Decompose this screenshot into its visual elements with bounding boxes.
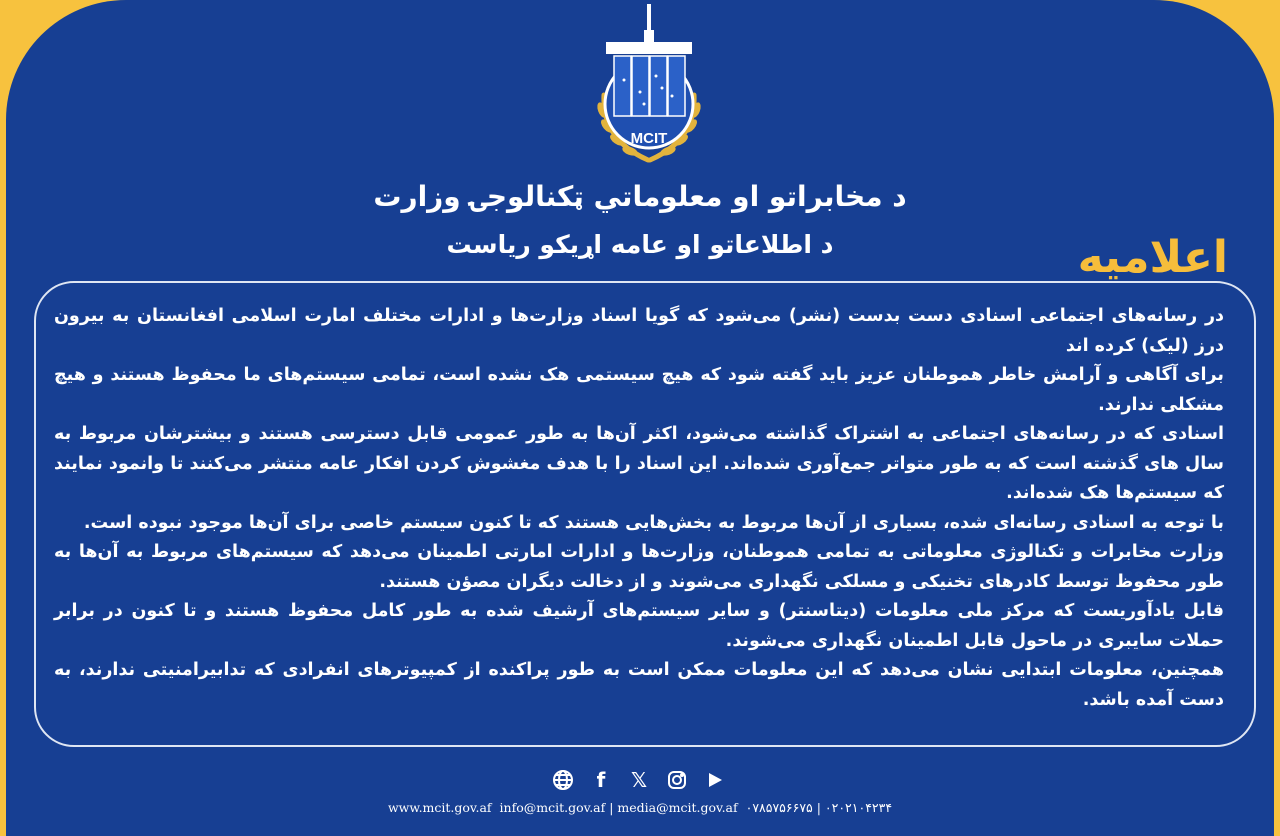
- announcement-card: [6, 0, 1274, 836]
- facebook-icon[interactable]: f: [596, 768, 606, 792]
- statement-paragraph: وزارت مخابرات و تکنالوژی معلوماتی به تمامی هموطنان، وزارت‌ها و ادارات امارتی اطمینان می‌دهد که سیستم‌های مربوط به آن‌ها به طور محفوظ توسط کادرهای تخنیکی و مسلکی نگهداری می‌شوند و از دخالت دیگران مصؤن هستند.: [54, 542, 1224, 592]
- instagram-icon[interactable]: [664, 767, 690, 793]
- phone-numbers: ۰۷۸۵۷۵۶۶۷۵ | ۰۲۰۲۱۰۴۲۳۴: [745, 800, 893, 815]
- ministry-title: د مخابراتو او معلوماتي ټکنالوجۍ وزارت: [373, 180, 907, 213]
- statement-paragraph: اسنادی که در رسانه‌های اجتماعی به اشتراک گذاشته می‌شود، اکثر آن‌ها به طور عمومی قابل دسترسی هستند و بیشترشان مربوط به سال های گذشته است که به طور متواتر جمع‌آوری شده‌اند. این اسناد را با هدف مغشوش کردن افکار عامه منتشر می‌کنند تا وانمود نمایند که سیستم‌ها هک شده‌اند.: [54, 424, 1224, 503]
- statement-paragraph: قابل یادآوریست که مرکز ملی معلومات (دیتاسنتر) و سایر سیستم‌های آرشیف شده به طور کامل محفوظ هستند و تا کنون در برابر حملات سایبری در ماحول قابل اطمینان نگهداری می‌شوند.: [54, 601, 1224, 651]
- mcit-logo: [584, 0, 714, 172]
- email-links[interactable]: info@mcit.gov.af | media@mcit.gov.af: [499, 800, 738, 815]
- statement-paragraph: همچنین، معلومات ابتدایی نشان می‌دهد که این معلومات ممکن است به طور پراکنده از کمپیوترهای انفرادی که تدابیرامنیتی ندارند، به دست آمده باشد.: [54, 660, 1224, 710]
- directorate-title: د اطلاعاتو او عامه اړیکو ریاست: [446, 230, 834, 259]
- statement-paragraph: با توجه به اسنادی رسانه‌ای شده، بسیاری از آن‌ها مربوط به بخش‌هایی هستند که تا کنون سیستم خاصی برای آن‌ها موجود نبوده است.: [83, 512, 1224, 533]
- statement-paragraph: برای آگاهی و آرامش خاطر هموطنان عزیز باید گفته شود که هیچ سیستمی هک نشده است، تمامی سیستم‌های ما محفوظ هستند و هیچ مشکلی ندارند.: [54, 365, 1224, 415]
- x-icon[interactable]: 𝕏: [630, 768, 648, 792]
- youtube-icon[interactable]: [702, 767, 728, 793]
- globe-icon[interactable]: [550, 767, 576, 793]
- announcement-heading: اعلامیه: [1077, 232, 1228, 283]
- social-links: [550, 766, 728, 794]
- logo-text: MCIT: [630, 130, 668, 147]
- statement-body: [54, 302, 1224, 715]
- statement-paragraph: در رسانه‌های اجتماعی اسنادی دست بدست (نشر) می‌شود که گویا اسناد وزارت‌ها و ادارات مختلف امارت اسلامی افغانستان به بیرون درز (لیک) کرده اند: [54, 306, 1224, 356]
- website-link[interactable]: www.mcit.gov.af: [387, 800, 492, 815]
- contact-footer: [6, 800, 1274, 815]
